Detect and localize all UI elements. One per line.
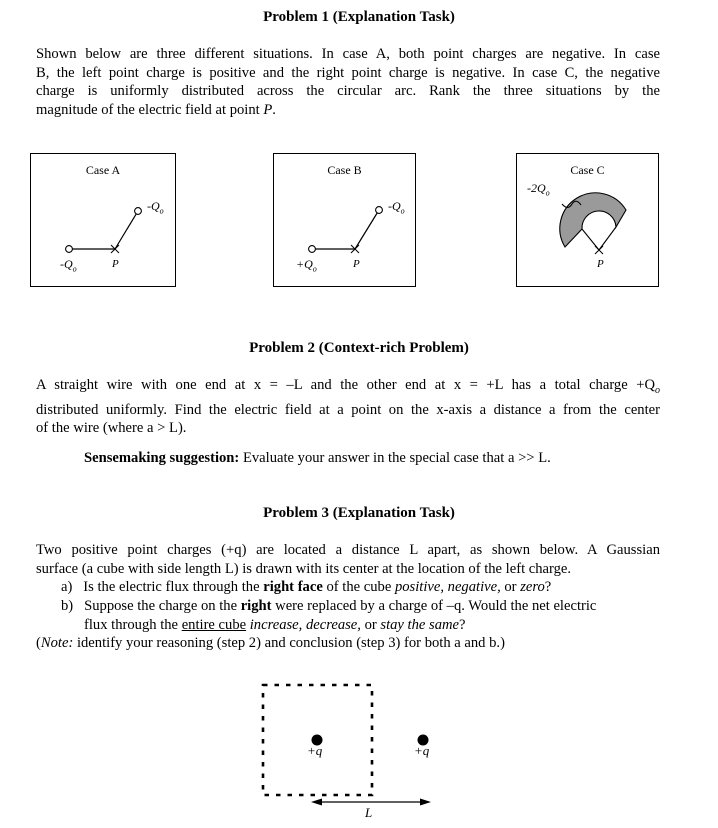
p1-line-1: Shown below are three different situations. In case A, both point charges are negative. In case (36, 46, 660, 62)
note-label: Note: (40, 635, 74, 651)
case-c-figure (516, 153, 659, 287)
p2-line-2: distributed uniformly. Find the electric field at a point on the x-axis a distance a from the center (36, 401, 660, 418)
case-a-left-charge (66, 246, 73, 253)
p1-line-2: B, the left point charge is positive and the right point charge is negative. In case C, the negative (36, 64, 660, 81)
left-charge-label: +q (307, 743, 323, 758)
gaussian-surface-diagram (240, 678, 480, 828)
p1-line-3: charge is uniformly distributed across the circular arc. Rank the three situations by the (36, 83, 660, 100)
case-c-charge-label: $-2Q_o$ (527, 181, 550, 198)
problem-3-title: Problem 3 (Explanation Task) (263, 505, 455, 521)
case-c-charged-arc (560, 193, 626, 247)
problem-1-title: Problem 1 (Explanation Task) (263, 9, 455, 25)
case-c-diagram (516, 153, 659, 287)
case-a-line-diagonal (115, 211, 138, 249)
part-b-continued: flux through the entire cube increase, decrease, or stay the same? (84, 617, 466, 633)
case-c-radius-right (599, 227, 616, 250)
case-c-label: Case C (570, 163, 605, 177)
part-a-marker: a) (61, 579, 73, 595)
case-b-left-charge (309, 246, 316, 253)
part-a: a) Is the electric flux through the right face of the cube positive, negative, or zero? (61, 579, 552, 595)
case-a-right-charge-label: $-Q_o$ (147, 199, 164, 216)
distance-arrow-left-head (311, 799, 322, 806)
problem-2-title: Problem 2 (Context-rich Problem) (249, 340, 469, 356)
sensemaking-label: Sensemaking suggestion: (84, 450, 240, 466)
right-charge-label: +q (414, 743, 430, 758)
case-a-right-charge (135, 208, 142, 215)
case-a-label: Case A (85, 163, 121, 177)
distance-arrow-right-head (420, 799, 431, 806)
p3-intro-line-2: surface (a cube with side length L) is drawn with its center at the location of the left charge. (36, 560, 572, 577)
case-b-point-label: P (353, 258, 360, 270)
part-b: b) Suppose the charge on the right were replaced by a charge of –q. Would the net electric (61, 598, 597, 614)
sensemaking-text: Evaluate your answer in the special case that a >> L. (239, 450, 551, 466)
case-b-line-diagonal (355, 210, 379, 249)
p1-line-4: magnitude of the electric field at point P. (36, 101, 276, 118)
case-b-left-charge-label: $+Q_o$ (296, 257, 317, 274)
note-text: identify your reasoning (step 2) and conclusion (step 3) for both a and b.) (73, 635, 505, 651)
case-b-diagram (273, 153, 416, 287)
case-c-point-label: P (597, 258, 604, 270)
case-a-diagram (30, 153, 176, 287)
problem-2-text (36, 376, 660, 438)
case-a-left-charge-label: $-Q_o$ (60, 257, 77, 274)
p3-intro-line-1: Two positive point charges (+q) are located a distance L apart, as shown below. A Gaussian (36, 542, 660, 558)
problem-1-text (36, 45, 660, 119)
case-a-figure (30, 153, 176, 287)
case-b-right-charge-label: $-Q_o$ (388, 199, 405, 216)
p2-line-3: of the wire (where a > L). (36, 420, 187, 437)
part-b-marker: b) (61, 598, 74, 614)
case-b-label: Case B (327, 163, 362, 177)
case-a-point-label: P (112, 258, 119, 270)
p2-line-1: A straight wire with one end at x = –L and the other end at x = +L has a total charge $+Q_o$ (36, 377, 660, 396)
point-p-ref: P (263, 101, 273, 118)
case-c-point-p-marker (595, 246, 603, 254)
case-b-right-charge (376, 207, 383, 214)
note: (Note: identify your reasoning (step 2) and conclusion (step 3) for both a and b.) (36, 635, 505, 651)
problem-3-intro (36, 541, 660, 578)
case-b-figure (273, 153, 416, 287)
sensemaking-suggestion (84, 450, 684, 467)
distance-label: L (365, 805, 373, 820)
